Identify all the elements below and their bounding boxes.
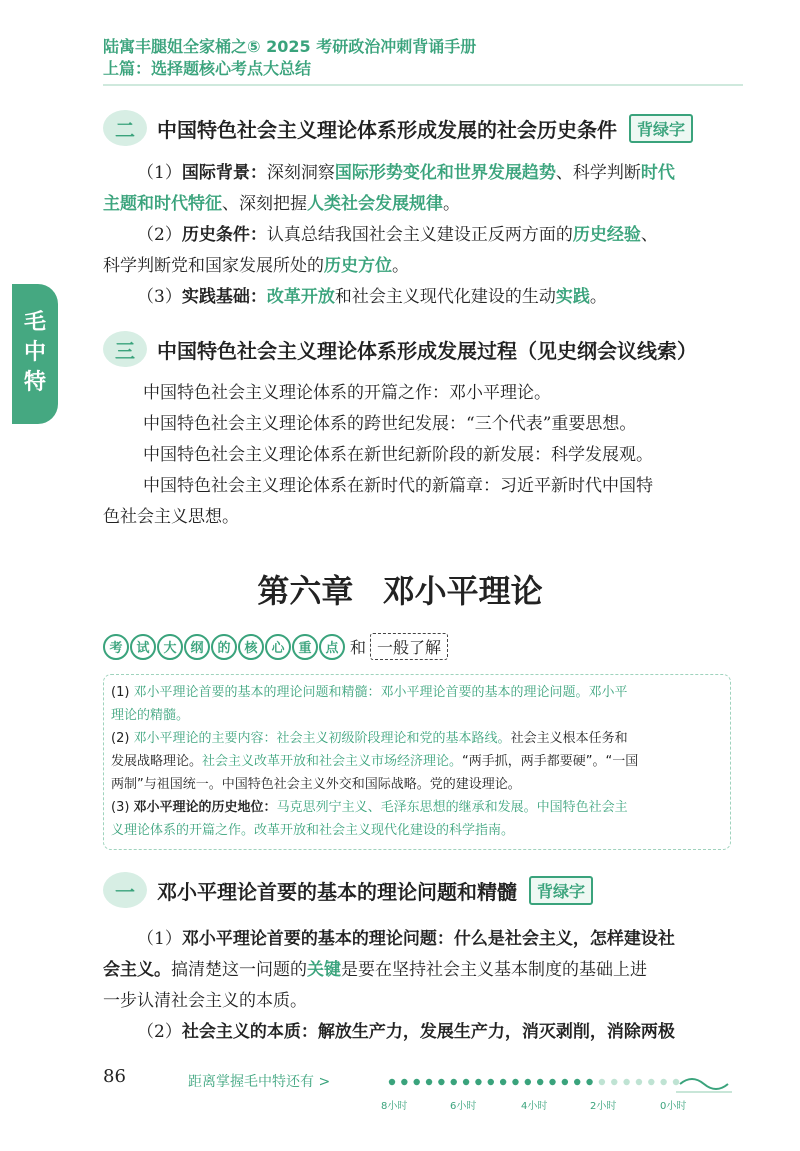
- item-label: 国际背景：: [181, 163, 267, 183]
- text: 社会主义根本任务和: [510, 731, 628, 746]
- item-number: （1）: [137, 163, 182, 183]
- hour-label: 4小时: [521, 1101, 548, 1112]
- side-tab-char: 特: [23, 370, 46, 395]
- section-number-badge: 一: [103, 872, 147, 908]
- item-number: （1）: [137, 929, 182, 949]
- paragraph: [103, 158, 733, 220]
- hour-label: 0小时: [660, 1101, 687, 1112]
- progress-dot: [426, 1079, 432, 1085]
- page-number: 86: [103, 1066, 126, 1087]
- green-text: 义理论体系的开篇之作。: [111, 823, 255, 838]
- memorize-green-tag: 背绿字: [529, 876, 593, 905]
- text: 深刻洞察: [266, 163, 335, 183]
- side-chapter-tab: [12, 284, 58, 424]
- text: 、科学判断: [555, 163, 641, 183]
- green-keyword: 历史方位: [324, 256, 392, 276]
- text: 。: [392, 256, 409, 276]
- item-number: (1): [111, 685, 134, 700]
- progress-dot: [438, 1079, 444, 1085]
- circled-char: 试: [130, 634, 156, 660]
- progress-dot: [500, 1079, 506, 1085]
- paragraph: [103, 1017, 733, 1048]
- green-keyword: 人类社会发展规律: [307, 194, 443, 214]
- item-number: （3）: [137, 287, 182, 307]
- wave-decoration-icon: [676, 1079, 732, 1092]
- progress-dot: [574, 1079, 580, 1085]
- circled-char: 考: [103, 634, 129, 660]
- text: 搞清楚这一问题的: [171, 960, 307, 980]
- text: 一步认清社会主义的本质。: [103, 991, 307, 1011]
- header-part-title: 上篇：选择题核心考点大总结: [103, 59, 312, 78]
- text: 科学判断党和国家发展所处的: [103, 256, 324, 276]
- bold-text: 会主义。: [103, 960, 171, 980]
- section-3-heading: [103, 331, 697, 367]
- item-number: （2）: [137, 1022, 182, 1042]
- green-keyword: 时代: [640, 163, 675, 183]
- outline-item: [111, 727, 723, 796]
- memorize-green-tag: 背绿字: [629, 114, 693, 143]
- paragraph: [103, 282, 733, 313]
- circled-char: 重: [292, 634, 318, 660]
- header-book-title: 陆寓丰腿姐全家桶之⑤ 2025 考研政治冲刺背诵手册: [103, 37, 477, 56]
- bold-text: 邓小平理论首要的基本的理论问题：什么是社会主义，怎样建设社: [181, 929, 675, 949]
- outline-heading: [103, 633, 448, 660]
- section-1-heading: [103, 872, 593, 908]
- green-text: 邓小平理论首要的基本的理论问题和精髓：邓小平理论首要的基本的理论问题。邓小平: [133, 685, 628, 700]
- progress-dot: [389, 1079, 395, 1085]
- section-number-badge: 三: [103, 331, 147, 367]
- progress-dot: [673, 1079, 679, 1085]
- section-1-paragraphs: [103, 924, 733, 1048]
- section-title: 中国特色社会主义理论体系形成发展过程（见史纲会议线索）: [157, 338, 697, 363]
- progress-dot: [525, 1079, 531, 1085]
- text-line: 色社会主义思想。: [103, 507, 239, 527]
- progress-dot: [413, 1079, 419, 1085]
- circled-char: 点: [319, 634, 345, 660]
- item-label: 实践基础：: [181, 287, 267, 307]
- side-tab-char: 中: [23, 340, 46, 365]
- progress-dot: [549, 1079, 555, 1085]
- progress-dot: [636, 1079, 642, 1085]
- green-keyword: 历史经验: [572, 225, 641, 245]
- text: “两手抓，两手都要硬”。“一国: [462, 754, 639, 769]
- progress-dot: [475, 1079, 481, 1085]
- item-number: (2): [111, 731, 134, 746]
- circled-char: 核: [238, 634, 264, 660]
- text-line: 中国特色社会主义理论体系在新时代的新篇章：习近平新时代中国特: [143, 476, 653, 496]
- progress-dot: [512, 1079, 518, 1085]
- progress-dot: [586, 1079, 592, 1085]
- circled-char: 纲: [184, 634, 210, 660]
- section-title: 邓小平理论首要的基本的理论问题和精髓: [157, 879, 517, 904]
- green-text: 中国特色社会主: [536, 800, 628, 815]
- green-keyword: 主题和时代特征: [103, 194, 222, 214]
- green-keyword: 实践: [555, 287, 590, 307]
- progress-dot: [562, 1079, 568, 1085]
- text-line: 中国特色社会主义理论体系的跨世纪发展：“三个代表”重要思想。: [143, 414, 637, 434]
- hour-label: 8小时: [381, 1101, 408, 1112]
- text: 发展战略理论。: [111, 754, 203, 769]
- circled-char: 心: [265, 634, 291, 660]
- green-text: 马克思列宁主义、毛泽东思想的继承和发展。: [276, 800, 537, 815]
- green-keyword: 改革开放: [266, 287, 335, 307]
- green-keyword: 国际形势变化和世界发展趋势: [334, 163, 556, 183]
- progress-dot: [660, 1079, 666, 1085]
- item-number: （2）: [137, 225, 182, 245]
- progress-dot: [463, 1079, 469, 1085]
- general-understanding-box: 一般了解: [370, 633, 448, 660]
- green-text: 改革开放和社会主义现代化建设的科学指南。: [254, 823, 515, 838]
- section-2-heading: [103, 110, 693, 146]
- text: 。: [443, 194, 460, 214]
- paragraph: [103, 924, 733, 1017]
- progress-dot: [599, 1079, 605, 1085]
- text: 、深刻把握: [222, 194, 307, 214]
- outline-and: 和: [350, 638, 367, 657]
- progress-dot: [537, 1079, 543, 1085]
- progress-dot: [488, 1079, 494, 1085]
- bold-text: 社会主义的本质：解放生产力，发展生产力，消灭剥削，消除两极: [181, 1022, 675, 1042]
- hour-label: 6小时: [450, 1101, 477, 1112]
- circled-char: 大: [157, 634, 183, 660]
- header-divider: [103, 84, 743, 86]
- text: 两制”与祖国统一。中国特色社会主义外交和国际战略。党的建设理论。: [111, 777, 521, 792]
- green-text: 邓小平理论的主要内容：社会主义初级阶段理论和党的基本路线。: [133, 731, 511, 746]
- progress-dot: [401, 1079, 407, 1085]
- text-line: 中国特色社会主义理论体系的开篇之作：邓小平理论。: [143, 383, 551, 403]
- green-keyword: 关键: [307, 960, 341, 980]
- green-text: 理论的精髓。: [111, 708, 190, 723]
- text: 。: [589, 287, 607, 307]
- item-label: 邓小平理论的历史地位：: [133, 800, 277, 815]
- paragraph: [103, 220, 733, 282]
- dots-group: [389, 1079, 679, 1085]
- footer-progress-text: 距离掌握毛中特还有 >: [188, 1074, 331, 1090]
- running-header: [103, 36, 763, 80]
- text: 是要在坚持社会主义基本制度的基础上进: [341, 960, 647, 980]
- green-text: 社会主义改革开放和社会主义市场经济理论。: [202, 754, 463, 769]
- progress-dot: [451, 1079, 457, 1085]
- section-title: 中国特色社会主义理论体系形成发展的社会历史条件: [157, 117, 617, 142]
- text: 、: [640, 225, 658, 245]
- hour-label: 2小时: [590, 1101, 617, 1112]
- text: 和社会主义现代化建设的生动: [334, 287, 556, 307]
- text: 认真总结我国社会主义建设正反两方面的: [266, 225, 573, 245]
- progress-dot: [648, 1079, 654, 1085]
- outline-item: [111, 796, 723, 842]
- text-line: 中国特色社会主义理论体系在新世纪新阶段的新发展：科学发展观。: [143, 445, 653, 465]
- exam-outline-box: [103, 674, 731, 850]
- item-number: (3): [111, 800, 134, 815]
- outline-item: [111, 681, 723, 727]
- section-number-badge: 二: [103, 110, 147, 146]
- item-label: 历史条件：: [181, 225, 267, 245]
- section-2-paragraphs: [103, 158, 733, 313]
- progress-dot: [623, 1079, 629, 1085]
- progress-dot: [611, 1079, 617, 1085]
- chapter-title: 第六章 邓小平理论: [257, 572, 543, 610]
- circled-char: 的: [211, 634, 237, 660]
- section-3-paragraphs: [103, 378, 733, 533]
- side-tab-char: 毛: [23, 310, 46, 335]
